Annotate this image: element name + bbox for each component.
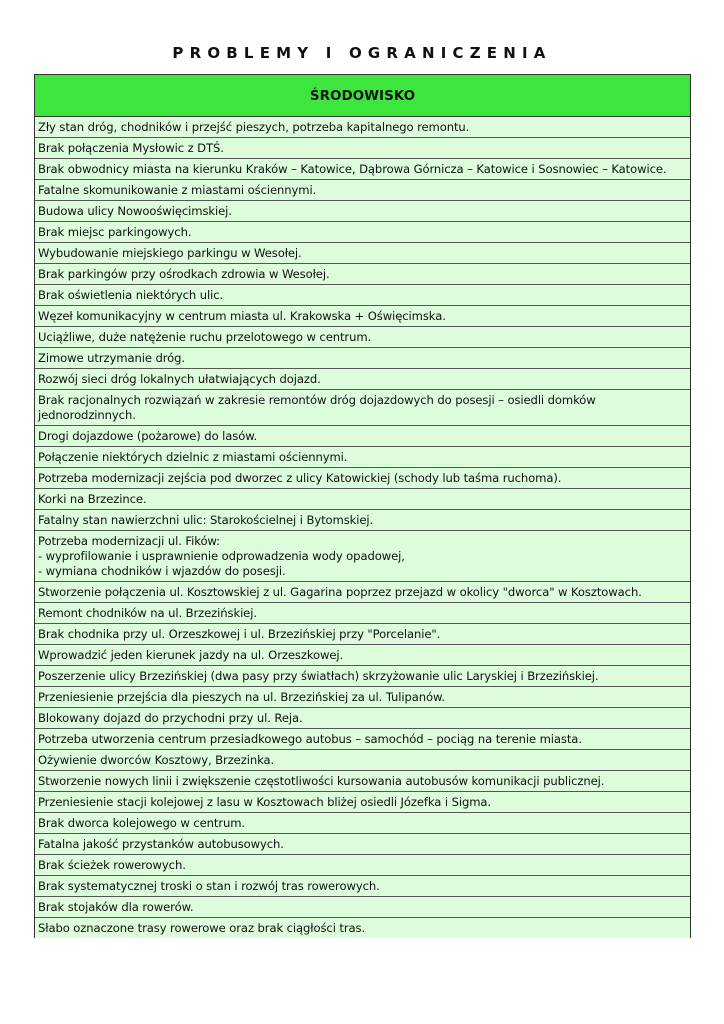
table-row: Brak stojaków dla rowerów.: [35, 897, 690, 918]
table-row: Zimowe utrzymanie dróg.: [35, 348, 690, 369]
table-row: Potrzeba modernizacji zejścia pod dworzec z ulicy Katowickiej (schody lub taśma ruchoma).: [35, 468, 690, 489]
table-row: Rozwój sieci dróg lokalnych ułatwiających dojazd.: [35, 369, 690, 390]
table-row: Potrzeba utworzenia centrum przesiadkowego autobus – samochód – pociąg na terenie miasta.: [35, 729, 690, 750]
table-row: Zły stan dróg, chodników i przejść pieszych, potrzeba kapitalnego remontu.: [35, 117, 690, 138]
table-row: Ożywienie dworców Kosztowy, Brzezinka.: [35, 750, 690, 771]
table-row: Blokowany dojazd do przychodni przy ul. Reja.: [35, 708, 690, 729]
table-row: Wybudowanie miejskiego parkingu w Wesołej.: [35, 243, 690, 264]
table-row: Korki na Brzezince.: [35, 489, 690, 510]
table-row: Stworzenie nowych linii i zwiększenie częstotliwości kursowania autobusów komunikacji publicznej.: [35, 771, 690, 792]
table-row: Poszerzenie ulicy Brzezińskiej (dwa pasy przy światłach) skrzyżowanie ulic Laryskiej i Brzezińskiej.: [35, 666, 690, 687]
table-row: Drogi dojazdowe (pożarowe) do lasów.: [35, 426, 690, 447]
table-row: Uciążliwe, duże natężenie ruchu przelotowego w centrum.: [35, 327, 690, 348]
table-row: Brak obwodnicy miasta na kierunku Kraków – Katowice, Dąbrowa Górnicza – Katowice i Sosnowiec – Katowice.: [35, 159, 690, 180]
table-row: Brak połączenia Mysłowic z DTŚ.: [35, 138, 690, 159]
table-row: Brak ścieżek rowerowych.: [35, 855, 690, 876]
table-row: Połączenie niektórych dzielnic z miastami ościennymi.: [35, 447, 690, 468]
table-row: Przeniesienie stacji kolejowej z lasu w Kosztowach bliżej osiedli Józefka i Sigma.: [35, 792, 690, 813]
table-row: Fatalne skomunikowanie z miastami ościennymi.: [35, 180, 690, 201]
problems-table: [34, 74, 691, 938]
table-row: Remont chodników na ul. Brzezińskiej.: [35, 603, 690, 624]
table-row: Potrzeba modernizacji ul. Fików: - wyprofilowanie i usprawnienie odprowadzenia wody opadowej, - wymiana chodników i wjazdów do posesji.: [35, 531, 690, 582]
table-row: Fatalna jakość przystanków autobusowych.: [35, 834, 690, 855]
table-row: Brak dworca kolejowego w centrum.: [35, 813, 690, 834]
table-row: Brak parkingów przy ośrodkach zdrowia w Wesołej.: [35, 264, 690, 285]
table-row: Fatalny stan nawierzchni ulic: Starokościelnej i Bytomskiej.: [35, 510, 690, 531]
table-row: Budowa ulicy Nowooświęcimskiej.: [35, 201, 690, 222]
table-header: ŚRODOWISKO: [35, 75, 690, 117]
page-title: PROBLEMY I OGRANICZENIA: [172, 44, 552, 62]
table-row: Brak oświetlenia niektórych ulic.: [35, 285, 690, 306]
table-row: Brak miejsc parkingowych.: [35, 222, 690, 243]
table-row: Słabo oznaczone trasy rowerowe oraz brak ciągłości tras.: [35, 918, 690, 938]
table-row: Brak racjonalnych rozwiązań w zakresie remontów dróg dojazdowych do posesji – osiedli domków jednorodzinnych.: [35, 390, 690, 426]
table-row: Brak systematycznej troski o stan i rozwój tras rowerowych.: [35, 876, 690, 897]
table-row: Brak chodnika przy ul. Orzeszkowej i ul. Brzezińskiej przy "Porcelanie".: [35, 624, 690, 645]
table-row: Przeniesienie przejścia dla pieszych na ul. Brzezińskiej za ul. Tulipanów.: [35, 687, 690, 708]
table-row: Stworzenie połączenia ul. Kosztowskiej z ul. Gagarina poprzez przejazd w okolicy "dworca" w Kosztowach.: [35, 582, 690, 603]
table-row: Wprowadzić jeden kierunek jazdy na ul. Orzeszkowej.: [35, 645, 690, 666]
table-row: Węzeł komunikacyjny w centrum miasta ul. Krakowska + Oświęcimska.: [35, 306, 690, 327]
table-body: [35, 117, 690, 938]
